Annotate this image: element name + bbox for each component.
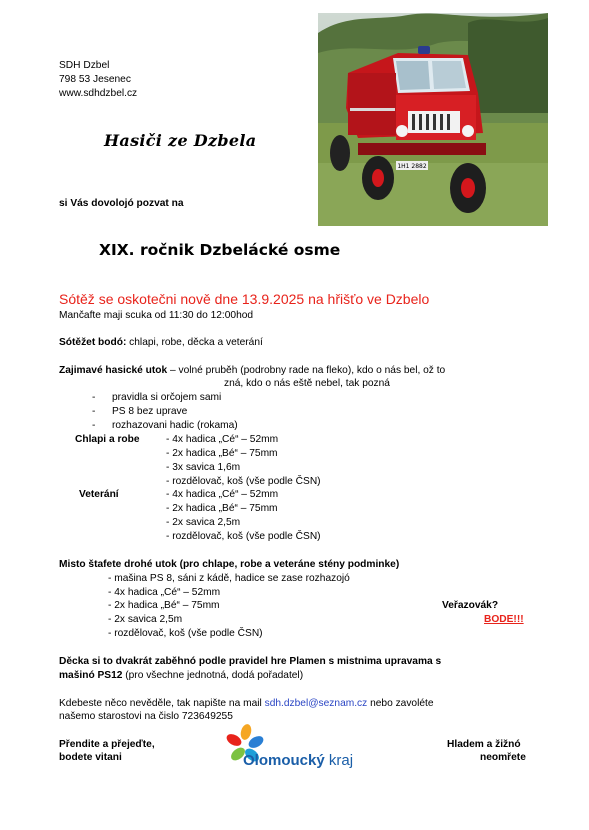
scoring-line (59, 337, 263, 348)
contact-email-link[interactable]: sdh.dzbel@seznam.cz (264, 698, 368, 709)
rule-item: PS 8 bez uprave (112, 406, 188, 417)
qualifier-question: Veřazovák? (442, 600, 499, 611)
kids-pump-label: mašinó PS12 (59, 670, 123, 681)
qualifier-answer: BODE!!! (484, 614, 524, 625)
attack-line (59, 365, 445, 376)
equipment-item: - 2x hadica „Bé“ – 75mm (166, 448, 278, 459)
invite-text: si Vás dovolojó pozvat na (59, 198, 184, 209)
footer-left-2: bodete vitani (59, 752, 122, 763)
contact-line-2: našemo starostovi na čislo 723649255 (59, 711, 233, 722)
license-plate: 1H1 2882 (397, 163, 427, 170)
equipment-item: - 4x hadica „Cé“ – 52mm (166, 434, 279, 445)
men-category-label: Chlapi a robe (75, 434, 140, 445)
footer-right-2: neomřete (480, 752, 526, 763)
relay-item: - 2x hadica „Bé“ – 75mm (108, 600, 220, 611)
veterans-category-label: Veterání (79, 489, 119, 500)
logo-text-light: kraj (328, 752, 354, 769)
event-headline: Sótěž se oskotečni nově dne 13.9.2025 na hřišťo ve Dzbelo (59, 291, 430, 307)
page-title: Hasiči ze Dzbela (104, 131, 257, 150)
relay-item: - 2x savica 2,5m (108, 614, 183, 625)
equipment-item: - 2x hadica „Bé“ – 75mm (166, 503, 278, 514)
contact-line-1 (59, 698, 434, 709)
footer-right-1: Hladem a žižnó (447, 739, 521, 750)
contact-post: nebo zavoléte (367, 698, 434, 709)
attack-text-cont: zná, kdo o nás eště nebel, tak pozná (224, 378, 390, 389)
logo-text-bold: Olomoucký (243, 752, 325, 769)
org-address: 798 53 Jesenec (59, 74, 131, 85)
relay-heading: Misto štafete drohé utok (pro chlape, robe a veteráne stény podminke) (59, 559, 400, 570)
event-title: XIX. ročnik Dzbelácké osme (99, 241, 341, 259)
equipment-item: - 3x savica 1,6m (166, 462, 241, 473)
bullet-dash: - (92, 406, 96, 417)
org-name: SDH Dzbel (59, 60, 110, 71)
fire-truck-photo (318, 13, 548, 226)
footer-left-1: Přendite a přejeďte, (59, 739, 155, 750)
kids-line-1: Děcka si to dvakrát zaběhnó podle pravidel hre Plamen s mistnima upravama s (59, 656, 442, 667)
bullet-dash: - (92, 392, 96, 403)
scoring-text: chlapi, robe, děcka a veterání (126, 337, 263, 348)
bullet-dash: - (92, 420, 96, 431)
equipment-item: - 4x hadica „Cé“ – 52mm (166, 489, 279, 500)
olomoucky-kraj-logo (222, 722, 382, 776)
equipment-item: - rozdělovač, koš (vše podle ČSN) (166, 531, 321, 542)
kids-pump-note: (pro všechne jednotná, dodá pořadatel) (122, 670, 304, 681)
attack-label: Zajimavé hasické utok (59, 365, 168, 376)
org-web: www.sdhdzbel.cz (59, 88, 138, 99)
rule-item: pravidla si orčojem sami (112, 392, 222, 403)
attack-text: – volné pruběh (podrobny rade na fleko), kdo o nás bel, ož to (167, 365, 446, 376)
kids-line-2 (59, 670, 303, 681)
rule-item: rozhazovani hadic (rokama) (112, 420, 238, 431)
schedule-text: Mančafte maji scuka od 11:30 do 12:00hod (59, 310, 254, 321)
equipment-item: - 2x savica 2,5m (166, 517, 241, 528)
relay-item: - 4x hadica „Cé“ – 52mm (108, 587, 221, 598)
equipment-item: - rozdělovač, koš (vše podle ČSN) (166, 476, 321, 487)
relay-item: - rozdělovač, koš (vše podle ČSN) (108, 628, 263, 639)
contact-pre: Kdebeste něco nevěděle, tak napište na mail (59, 698, 265, 709)
relay-item: - mašina PS 8, sáni z kádě, hadice se zase rozhazojó (108, 573, 350, 584)
scoring-label: Sótěžet bodó: (59, 337, 127, 348)
logo-text (243, 752, 353, 769)
